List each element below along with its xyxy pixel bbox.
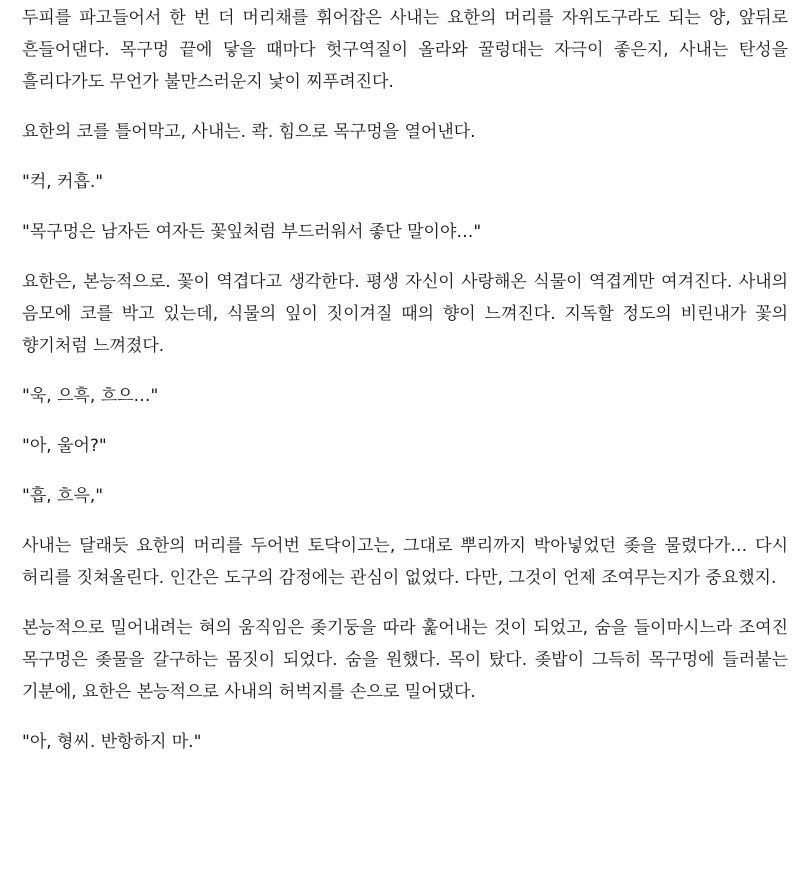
- paragraph: 요한은, 본능적으로. 꽃이 역겹다고 생각한다. 평생 자신이 사랑해온 식물이 역겹게만 여겨진다. 사내의 음모에 코를 박고 있는데, 식물의 잎이 짓이겨질 때의 향이 느껴진다. 지독할 정도의 비린내가 꽃의 향기처럼 느껴졌다.: [22, 272, 788, 356]
- paragraph: 두피를 파고들어서 한 번 더 머리채를 휘어잡은 사내는 요한의 머리를 자위도구라도 되는 양, 앞뒤로 흔들어댄다. 목구멍 끝에 닿을 때마다 헛구역질이 올라와 꿀렁대는 자극이 좋은지, 사내는 탄성을 흘리다가도 무언가 불만스러운지 낯이 찌푸려진다.: [22, 8, 788, 92]
- dialogue-line: "흡, 흐윽,": [22, 486, 104, 506]
- paragraph: 사내는 달래듯 요한의 머리를 두어번 토닥이고는, 그대로 뿌리까지 박아넣었던 좆을 물렸다가… 다시 허리를 짓쳐올린다. 인간은 도구의 감정에는 관심이 없었다. 다만, 그것이 언제 조여무는지가 중요했지.: [22, 536, 788, 588]
- paragraph: 요한의 코를 틀어막고, 사내는. 콱. 힘으로 목구멍을 열어낸다.: [22, 122, 476, 142]
- paragraph: 본능적으로 밀어내려는 혀의 움직임은 좆기둥을 따라 훑어내는 것이 되었고, 숨을 들이마시느라 조여진 목구멍은 좆물을 갈구하는 몸짓이 되었다. 숨을 원했다. 목이 탔다. 좆밥이 그득히 목구멍에 들러붙는 기분에, 요한은 본능적으로 사내의 허벅지를 손으로 밀어댔다.: [22, 618, 788, 702]
- dialogue-line: "목구멍은 남자든 여자든 꽃잎처럼 부드러워서 좋단 말이야…": [22, 222, 482, 242]
- dialogue-line: "컥, 커흡.": [22, 172, 104, 192]
- dialogue-line: "욱, 으흑, 흐으…": [22, 386, 159, 406]
- dialogue-line: "아, 형씨. 반항하지 마.": [22, 732, 202, 752]
- dialogue-line: "아, 울어?": [22, 436, 107, 456]
